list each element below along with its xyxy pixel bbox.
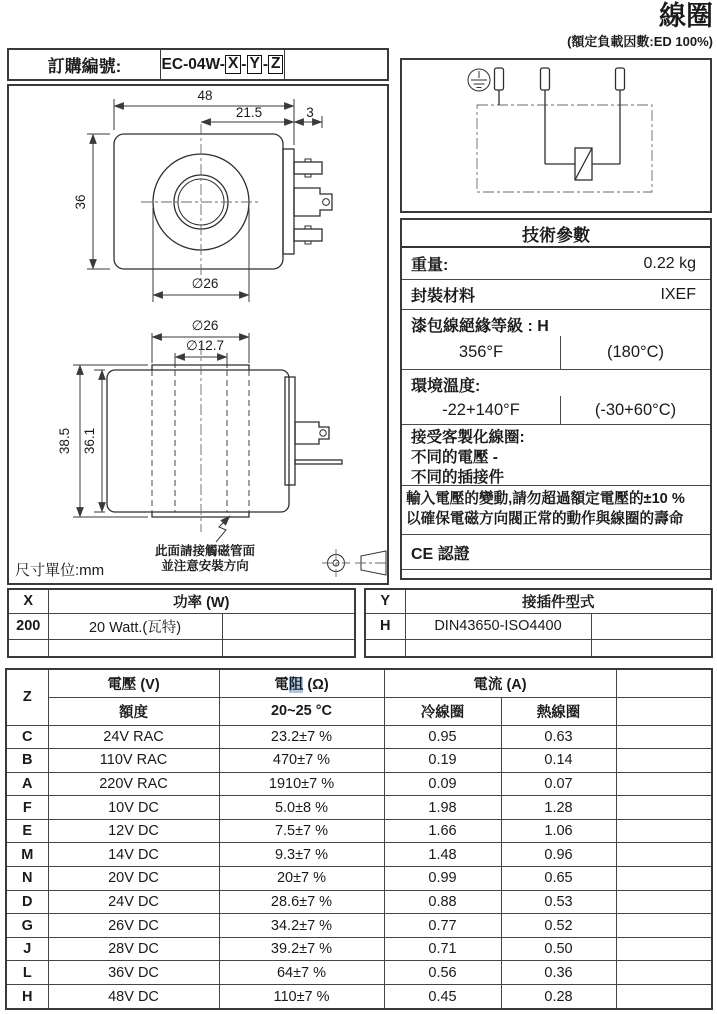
z-resistance: 9.3±7 % — [219, 843, 384, 867]
material-row — [402, 280, 710, 310]
ambient-row — [402, 370, 710, 425]
z-hot: 0.53 — [501, 890, 616, 914]
z-code: G — [6, 914, 48, 938]
dim-36-1: 36.1 — [82, 427, 97, 455]
table-row — [6, 725, 712, 749]
dim-dia26-front: ∅26 — [191, 276, 219, 291]
z-cold: 1.98 — [384, 796, 501, 820]
z-blank — [616, 867, 712, 891]
x-blank-cell — [48, 639, 222, 657]
x-empty-cell — [222, 613, 355, 639]
ce-row: CE 認證 — [402, 535, 710, 570]
tech-header: 技術參數 — [402, 220, 710, 248]
z-voltage: 24V DC — [48, 890, 219, 914]
material-value: IXEF — [660, 285, 696, 303]
x-power-table — [7, 588, 356, 658]
y-blank-cell — [591, 639, 712, 657]
z-resistance: 7.5±7 % — [219, 819, 384, 843]
z-code: N — [6, 867, 48, 891]
z-cold: 0.77 — [384, 914, 501, 938]
res-pre: 電 — [274, 676, 289, 693]
z-cold: 1.48 — [384, 843, 501, 867]
z-code: C — [6, 725, 48, 749]
table-row — [6, 914, 712, 938]
order-code-z: Z — [268, 55, 282, 73]
z-sub-hot: 熱線圈 — [501, 697, 616, 725]
z-cold: 0.09 — [384, 772, 501, 796]
table-row — [6, 937, 712, 961]
dim-dia12-7: ∅12.7 — [185, 338, 225, 353]
x-code-cell: 200 — [8, 613, 48, 639]
ambient-celsius: (-30+60°C) — [560, 396, 710, 424]
note-arrow — [216, 516, 230, 542]
table-row — [6, 819, 712, 843]
technical-drawing — [9, 86, 387, 583]
z-resistance: 39.2±7 % — [219, 937, 384, 961]
table-row — [6, 985, 712, 1009]
z-code: M — [6, 843, 48, 867]
custom-line2: 不同的電壓 - — [411, 449, 498, 466]
voltage-note-line2: 以確保電磁方向閥正常的動作與線圈的壽命 — [406, 511, 684, 527]
mount-note-line2: 並注意安裝方向 — [161, 559, 249, 573]
table-row — [6, 961, 712, 985]
z-hot: 0.65 — [501, 867, 616, 891]
z-cold: 0.45 — [384, 985, 501, 1009]
z-sub-cold: 冷線圈 — [384, 697, 501, 725]
order-label: 訂購編號: — [9, 50, 161, 79]
front-view — [73, 88, 332, 302]
z-code: B — [6, 749, 48, 773]
z-voltage: 12V DC — [48, 819, 219, 843]
z-voltage: 14V DC — [48, 843, 219, 867]
z-blank — [616, 890, 712, 914]
z-empty-header — [616, 669, 712, 697]
table-row — [6, 843, 712, 867]
z-voltage: 36V DC — [48, 961, 219, 985]
z-voltage: 48V DC — [48, 985, 219, 1009]
z-blank — [616, 749, 712, 773]
insulation-celsius: (180°C) — [560, 336, 710, 369]
z-cold: 0.99 — [384, 867, 501, 891]
z-resistance: 34.2±7 % — [219, 914, 384, 938]
z-hot: 1.28 — [501, 796, 616, 820]
z-hot: 0.50 — [501, 937, 616, 961]
z-cold: 0.95 — [384, 725, 501, 749]
z-key-header: Z — [6, 669, 48, 725]
z-cold: 0.88 — [384, 890, 501, 914]
projection-symbol-icon — [322, 549, 387, 577]
z-voltage: 26V DC — [48, 914, 219, 938]
z-blank — [616, 843, 712, 867]
z-blank — [616, 796, 712, 820]
z-resistance: 20±7 % — [219, 867, 384, 891]
z-voltage: 10V DC — [48, 796, 219, 820]
z-hot: 0.14 — [501, 749, 616, 773]
voltage-note-line1: 輸入電壓的變動,請勿超過額定電壓的±10 % — [406, 491, 685, 507]
order-empty-cell — [285, 50, 387, 79]
z-current-header: 電流 (A) — [384, 669, 616, 697]
mount-note-line1: 此面請接觸磁管面 — [154, 544, 256, 558]
order-code-prefix: EC-04W- — [161, 55, 225, 73]
voltage-note-row — [402, 486, 710, 535]
z-resistance: 23.2±7 % — [219, 725, 384, 749]
z-voltage: 20V DC — [48, 867, 219, 891]
z-resistance: 470±7 % — [219, 749, 384, 773]
z-sub-rated: 額度 — [48, 697, 219, 725]
z-code: H — [6, 985, 48, 1009]
z-cold: 0.19 — [384, 749, 501, 773]
z-blank — [616, 725, 712, 749]
order-code-x: X — [225, 55, 240, 73]
x-blank-cell — [222, 639, 355, 657]
y-key-header: Y — [365, 589, 405, 613]
z-blank — [616, 819, 712, 843]
dash: - — [262, 55, 268, 73]
z-blank — [616, 914, 712, 938]
page-title: 線圈 — [659, 1, 713, 31]
tech-empty-row — [402, 570, 710, 578]
terminal-pins — [495, 68, 625, 90]
y-value-cell: DIN43650-ISO4400 — [405, 613, 591, 639]
z-electrical-table — [5, 668, 713, 1010]
dim-36: 36 — [73, 194, 88, 210]
title-block — [567, 3, 713, 50]
z-voltage: 28V DC — [48, 937, 219, 961]
insulation-fahrenheit: 356°F — [458, 343, 504, 361]
z-code: D — [6, 890, 48, 914]
drawing-panel — [7, 84, 389, 585]
z-code: E — [6, 819, 48, 843]
dim-21-5: 21.5 — [235, 105, 263, 120]
z-hot: 0.96 — [501, 843, 616, 867]
custom-line1: 接受客製化線圈: — [411, 429, 525, 446]
z-resistance: 110±7 % — [219, 985, 384, 1009]
z-empty-subheader — [616, 697, 712, 725]
weight-value: 0.22 kg — [643, 254, 696, 272]
z-blank — [616, 937, 712, 961]
z-voltage: 24V RAC — [48, 725, 219, 749]
z-voltage: 220V RAC — [48, 772, 219, 796]
order-number-box — [7, 48, 389, 81]
y-blank-cell — [405, 639, 591, 657]
z-blank — [616, 985, 712, 1009]
x-value-cell: 20 Watt.(瓦特) — [48, 613, 222, 639]
z-hot: 0.28 — [501, 985, 616, 1009]
z-cold: 0.56 — [384, 961, 501, 985]
wiring-diagram — [402, 60, 710, 211]
z-sub-temp: 20~25 °C — [219, 697, 384, 725]
y-code-cell: H — [365, 613, 405, 639]
custom-line3: 不同的插接件 — [411, 469, 505, 486]
z-code: L — [6, 961, 48, 985]
weight-label: 重量: — [411, 257, 449, 274]
dim-38-5: 38.5 — [57, 427, 72, 455]
coil-symbol — [575, 148, 592, 180]
z-cold: 0.71 — [384, 937, 501, 961]
z-resistance: 1910±7 % — [219, 772, 384, 796]
x-header: 功率 (W) — [48, 589, 355, 613]
table-row — [6, 796, 712, 820]
wiring-panel — [400, 58, 712, 213]
ground-icon — [468, 69, 490, 91]
z-hot: 0.52 — [501, 914, 616, 938]
ambient-fahrenheit: -22+140°F — [442, 400, 520, 419]
dash: - — [241, 55, 247, 73]
housing-outline — [477, 105, 652, 192]
weight-row — [402, 248, 710, 280]
z-voltage-header: 電壓 (V) — [48, 669, 219, 697]
z-blank — [616, 772, 712, 796]
insulation-label: 漆包線絕緣等級 : H — [411, 318, 549, 335]
y-blank-cell — [365, 639, 405, 657]
order-code-y: Y — [247, 55, 262, 73]
y-connector-table — [364, 588, 713, 658]
order-code — [161, 50, 285, 79]
res-highlighted-char: 阻 — [288, 676, 304, 693]
z-resistance: 64±7 % — [219, 961, 384, 985]
table-row — [6, 890, 712, 914]
z-hot: 0.63 — [501, 725, 616, 749]
z-voltage: 110V RAC — [48, 749, 219, 773]
z-code: F — [6, 796, 48, 820]
table-row — [6, 772, 712, 796]
connector-front — [283, 149, 332, 254]
z-blank — [616, 961, 712, 985]
material-label: 封裝材料 — [411, 288, 476, 305]
ambient-label: 環境溫度: — [411, 378, 481, 395]
z-resistance: 28.6±7 % — [219, 890, 384, 914]
z-hot: 1.06 — [501, 819, 616, 843]
insulation-row — [402, 310, 710, 370]
x-key-header: X — [8, 589, 48, 613]
side-view — [57, 318, 342, 573]
dim-48: 48 — [197, 88, 213, 103]
table-row — [6, 749, 712, 773]
tech-params-table — [400, 218, 712, 580]
page-subtitle: (額定負載因數:ED 100%) — [567, 34, 713, 49]
table-row — [6, 867, 712, 891]
z-resistance: 5.0±8 % — [219, 796, 384, 820]
x-blank-cell — [8, 639, 48, 657]
z-resistance-header — [219, 669, 384, 697]
z-hot: 0.07 — [501, 772, 616, 796]
res-post: (Ω) — [303, 676, 329, 693]
z-hot: 0.36 — [501, 961, 616, 985]
dim-dia26-side: ∅26 — [191, 318, 219, 333]
z-code: J — [6, 937, 48, 961]
z-code: A — [6, 772, 48, 796]
z-cold: 1.66 — [384, 819, 501, 843]
connector-side — [285, 377, 342, 485]
dim-3: 3 — [306, 105, 314, 120]
y-empty-cell — [591, 613, 712, 639]
unit-label: 尺寸單位:mm — [15, 562, 105, 579]
y-header: 接插件型式 — [405, 589, 712, 613]
custom-coil-row — [402, 425, 710, 486]
